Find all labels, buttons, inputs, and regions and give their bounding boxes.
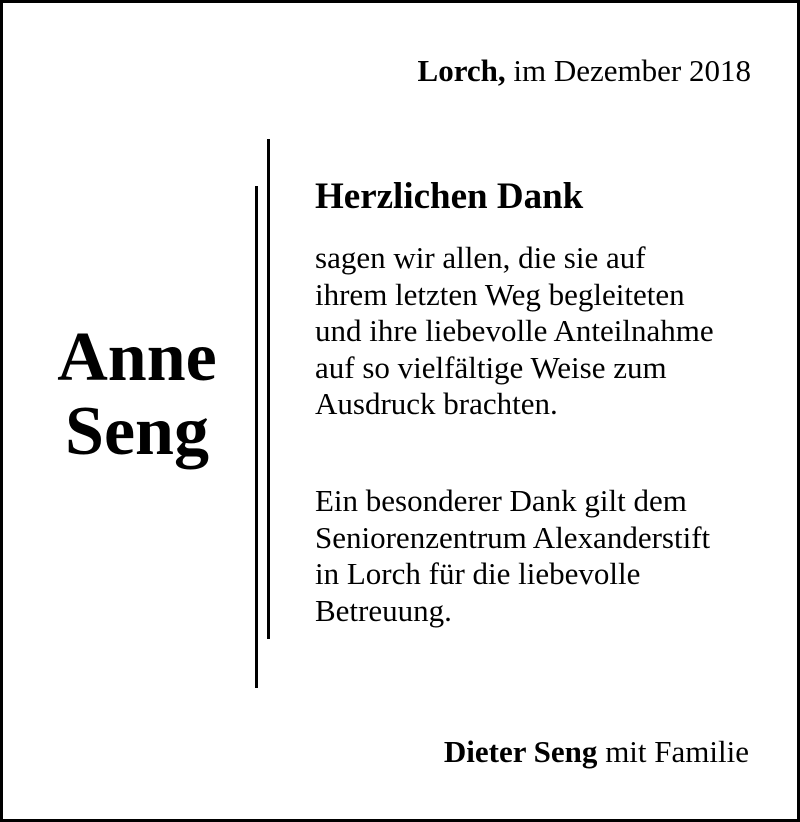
thanks-paragraph — [315, 240, 714, 423]
signature-name: Dieter Seng — [443, 734, 598, 769]
text-line: Betreuung. — [315, 592, 452, 628]
text-line: Seniorenzentrum Alexanderstift — [315, 519, 711, 555]
thanks-heading: Herzlichen Dank — [315, 176, 584, 217]
deceased-first-name: Anne — [57, 319, 217, 396]
signature-suffix: mit Familie — [597, 734, 749, 769]
divider-rule-right — [267, 139, 270, 639]
text-line: auf so vielfältige Weise zum — [315, 349, 667, 385]
text-line: Ausdruck brachten. — [315, 386, 558, 421]
special-thanks-paragraph — [315, 483, 710, 629]
place-name: Lorch, — [417, 53, 506, 88]
deceased-name — [33, 321, 241, 469]
divider-rule-left — [255, 186, 258, 688]
deceased-last-name: Seng — [65, 393, 209, 470]
place-date-line — [418, 53, 751, 89]
date-text: im Dezember 2018 — [505, 53, 751, 88]
text-line: Ein besonderer Dank gilt dem — [315, 483, 687, 518]
text-line: ihrem letzten Weg begleiteten — [315, 276, 685, 312]
text-line: sagen wir allen, die sie auf — [315, 240, 646, 275]
signature-line — [444, 734, 749, 770]
text-line: und ihre liebevolle Anteilnahme — [315, 313, 714, 348]
text-line: in Lorch für die liebevolle — [315, 556, 641, 591]
